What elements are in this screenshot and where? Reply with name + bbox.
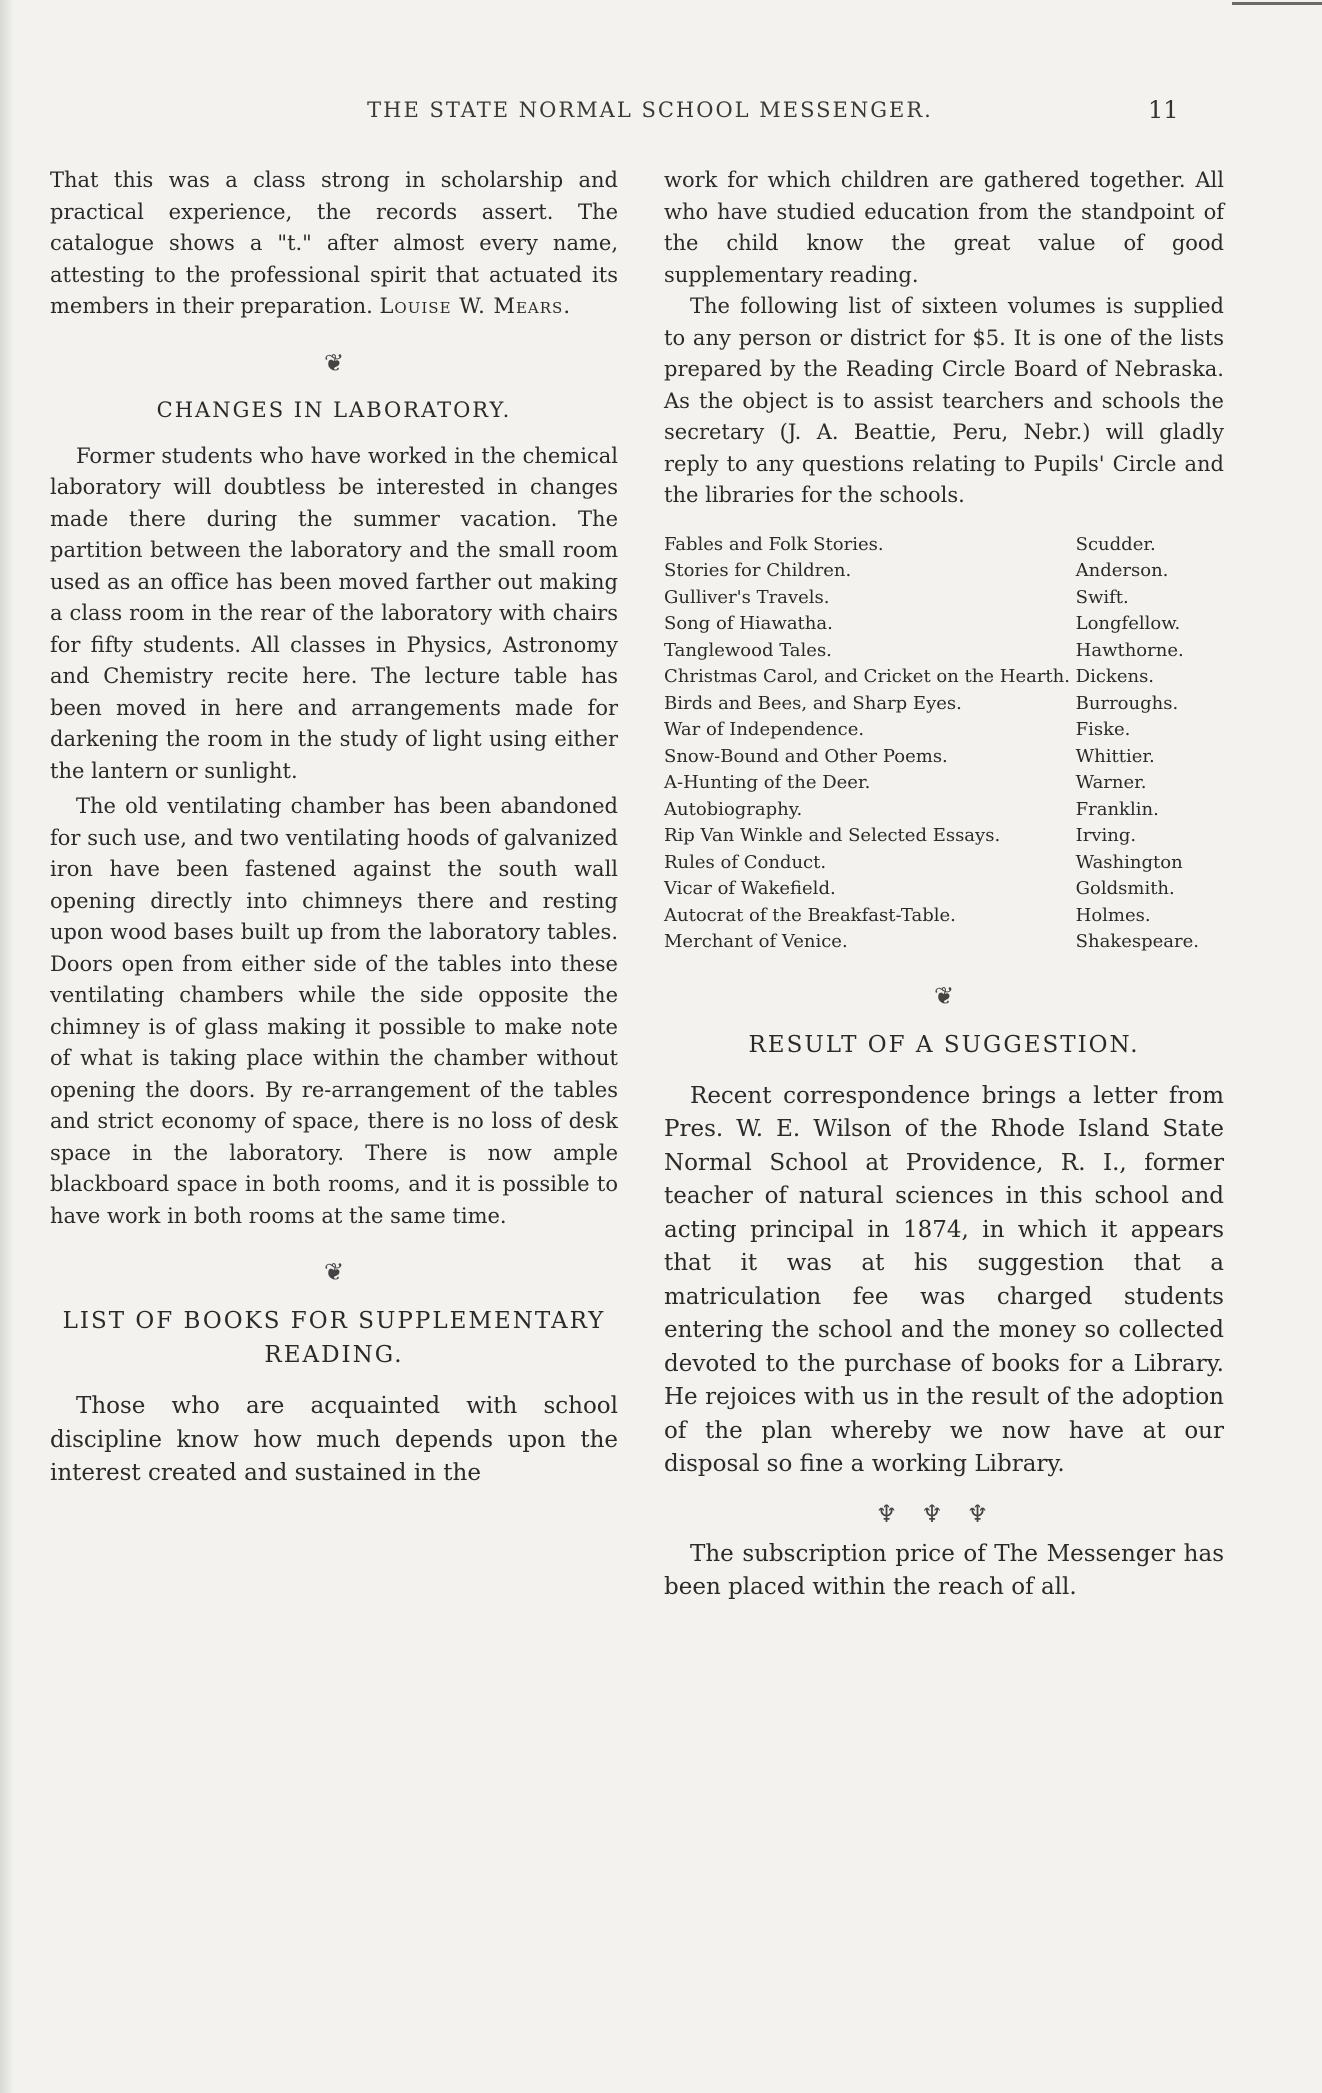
book-row	[664, 638, 1224, 665]
result-heading: RESULT OF A SUGGESTION.	[748, 1031, 1140, 1058]
top-rule	[1232, 2, 1322, 5]
book-author: Dickens.	[1075, 666, 1155, 687]
book-row	[664, 903, 1224, 930]
continued-paragraph: work for which children are gathered together. All who have studied education from the standpoint of the child know the great value of good supplementary reading.	[664, 168, 1224, 287]
book-title: Stories for Children.	[664, 560, 852, 581]
book-row	[664, 532, 1224, 559]
book-title: A-Hunting of the Deer.	[664, 772, 871, 793]
book-author: Goldsmith.	[1075, 878, 1175, 899]
book-row	[664, 876, 1224, 903]
book-author: Hawthorne.	[1075, 639, 1184, 661]
book-title: Vicar of Wakefield.	[664, 878, 836, 899]
lab-heading: CHANGES IN LABORATORY.	[156, 397, 512, 422]
book-title: Christmas Carol, and Cricket on the Hearth.	[664, 666, 1070, 687]
books-intro-paragraph: Those who are acquainted with school discipline know how much depends upon the interest created and sustained in the	[50, 1393, 618, 1486]
book-author: Franklin.	[1075, 798, 1159, 820]
page-edge-shadow	[0, 0, 14, 2093]
book-row	[664, 664, 1224, 691]
book-row	[664, 691, 1224, 718]
book-row	[664, 744, 1224, 771]
book-row	[664, 611, 1224, 638]
book-title: War of Independence.	[664, 719, 865, 740]
leaf-ornament-icon: ❦	[933, 981, 955, 1010]
book-row	[664, 717, 1224, 744]
book-author: Shakespeare.	[1075, 931, 1199, 952]
book-author: Burroughs.	[1075, 692, 1179, 714]
book-author: Washington	[1075, 851, 1183, 873]
book-author: Irving.	[1075, 825, 1137, 846]
books-intro-block	[50, 1390, 618, 1491]
book-title: Fables and Folk Stories.	[664, 533, 884, 555]
page-number: 11	[1148, 96, 1179, 124]
book-row	[664, 558, 1224, 585]
result-paragraph: Recent correspondence brings a letter from Pres. W. E. Wilson of the Rhode Island State Normal School at Providence, R. I., former teacher of natural sciences in this school and acting principal in 1874, in which it appears that it was at his suggestion that a matriculation fee was charged students entering the school and the money so collected devoted to the purchase of books for a Library. He rejoices with us in the result of the adoption of the plan whereby we now have at our disposal so fine a working Library.	[664, 1082, 1224, 1477]
running-head: THE STATE NORMAL SCHOOL MESSENGER.	[367, 98, 933, 122]
book-title: Birds and Bees, and Sharp Eyes.	[664, 692, 962, 714]
book-author: Swift.	[1075, 586, 1129, 608]
triple-ornament-icon: ♆♆♆	[875, 1499, 1013, 1528]
book-title: Song of Hiawatha.	[664, 613, 833, 634]
book-row	[664, 770, 1224, 797]
book-author: Scudder.	[1075, 533, 1156, 555]
book-row	[664, 929, 1224, 956]
book-title: Rules of Conduct.	[664, 851, 827, 873]
subscription-paragraph: The subscription price of The Messenger has been placed within the reach of all.	[664, 1540, 1224, 1600]
book-author: Longfellow.	[1075, 613, 1181, 634]
book-title: Snow-Bound and Other Poems.	[664, 745, 948, 767]
book-title: Tanglewood Tales.	[664, 639, 832, 661]
book-author: Holmes.	[1075, 904, 1151, 926]
intro-paragraph	[50, 165, 618, 323]
book-title: Rip Van Winkle and Selected Essays.	[664, 825, 1001, 846]
books-list-paragraph: The following list of sixteen volumes is supplied to any person or district for $5. It is one of the lists prepared by the Reading Circle Board of Nebraska. As the object is to assist tearchers and schools the secretary (J. A. Beattie, Peru, Nebr.) will gladly reply to any questions relating to Pupils' Circle and the libraries for the schools.	[664, 294, 1224, 507]
leaf-ornament-icon: ❦	[323, 348, 345, 377]
right-column	[664, 165, 1224, 1605]
book-row	[664, 850, 1224, 877]
book-row	[664, 823, 1224, 850]
intro-text: That this was a class strong in scholarship and practical experience, the records assert. The catalogue shows a "t." after almost every name, attesting to the professional spirit that actuated its members in their preparation.	[50, 168, 618, 318]
book-author: Warner.	[1075, 772, 1147, 793]
book-row	[664, 585, 1224, 612]
book-list	[664, 532, 1224, 956]
book-author: Whittier.	[1075, 745, 1155, 767]
leaf-ornament-icon: ❦	[323, 1258, 345, 1286]
left-column	[50, 165, 618, 1491]
lab-paragraph-2: The old ventilating chamber has been abandoned for such use, and two ventilating hoods of galvanized iron have been fastened against the south wall opening directly into chimneys there and resting upon wood bases built up from the laboratory tables. Doors open from either side of the tables into these ventilating chambers while the side opposite the chimney is of glass making it possible to make note of what is taking place within the chamber without opening the doors. By re-arrangement of the tables and strict economy of space, there is no loss of desk space in the laboratory. There is now ample blackboard space in both rooms, and it is possible to have work in both rooms at the same time.	[50, 794, 618, 1228]
book-title: Merchant of Venice.	[664, 931, 848, 952]
books-list-heading: LIST OF BOOKS FOR SUPPLEMENTARY READING.	[62, 1308, 606, 1368]
book-author: Fiske.	[1075, 719, 1131, 740]
book-title: Gulliver's Travels.	[664, 586, 830, 608]
book-row	[664, 797, 1224, 824]
book-author: Anderson.	[1075, 560, 1169, 581]
lab-paragraph-1: Former students who have worked in the chemical laboratory will doubtless be interested in changes made there during the summer vacation. The partition between the laboratory and the small room used as an office has been moved farther out making a class room in the rear of the laboratory with chairs for fifty students. All classes in Physics, Astronomy and Chemistry recite here. The lecture table has been moved in here and arrangements made for darkening the room in the study of light using either the lantern or sunlight.	[50, 443, 618, 783]
book-title: Autobiography.	[664, 798, 803, 820]
signature: Louise W. Mears.	[379, 294, 571, 318]
result-block	[664, 1080, 1224, 1605]
book-title: Autocrat of the Breakfast-Table.	[664, 904, 956, 926]
